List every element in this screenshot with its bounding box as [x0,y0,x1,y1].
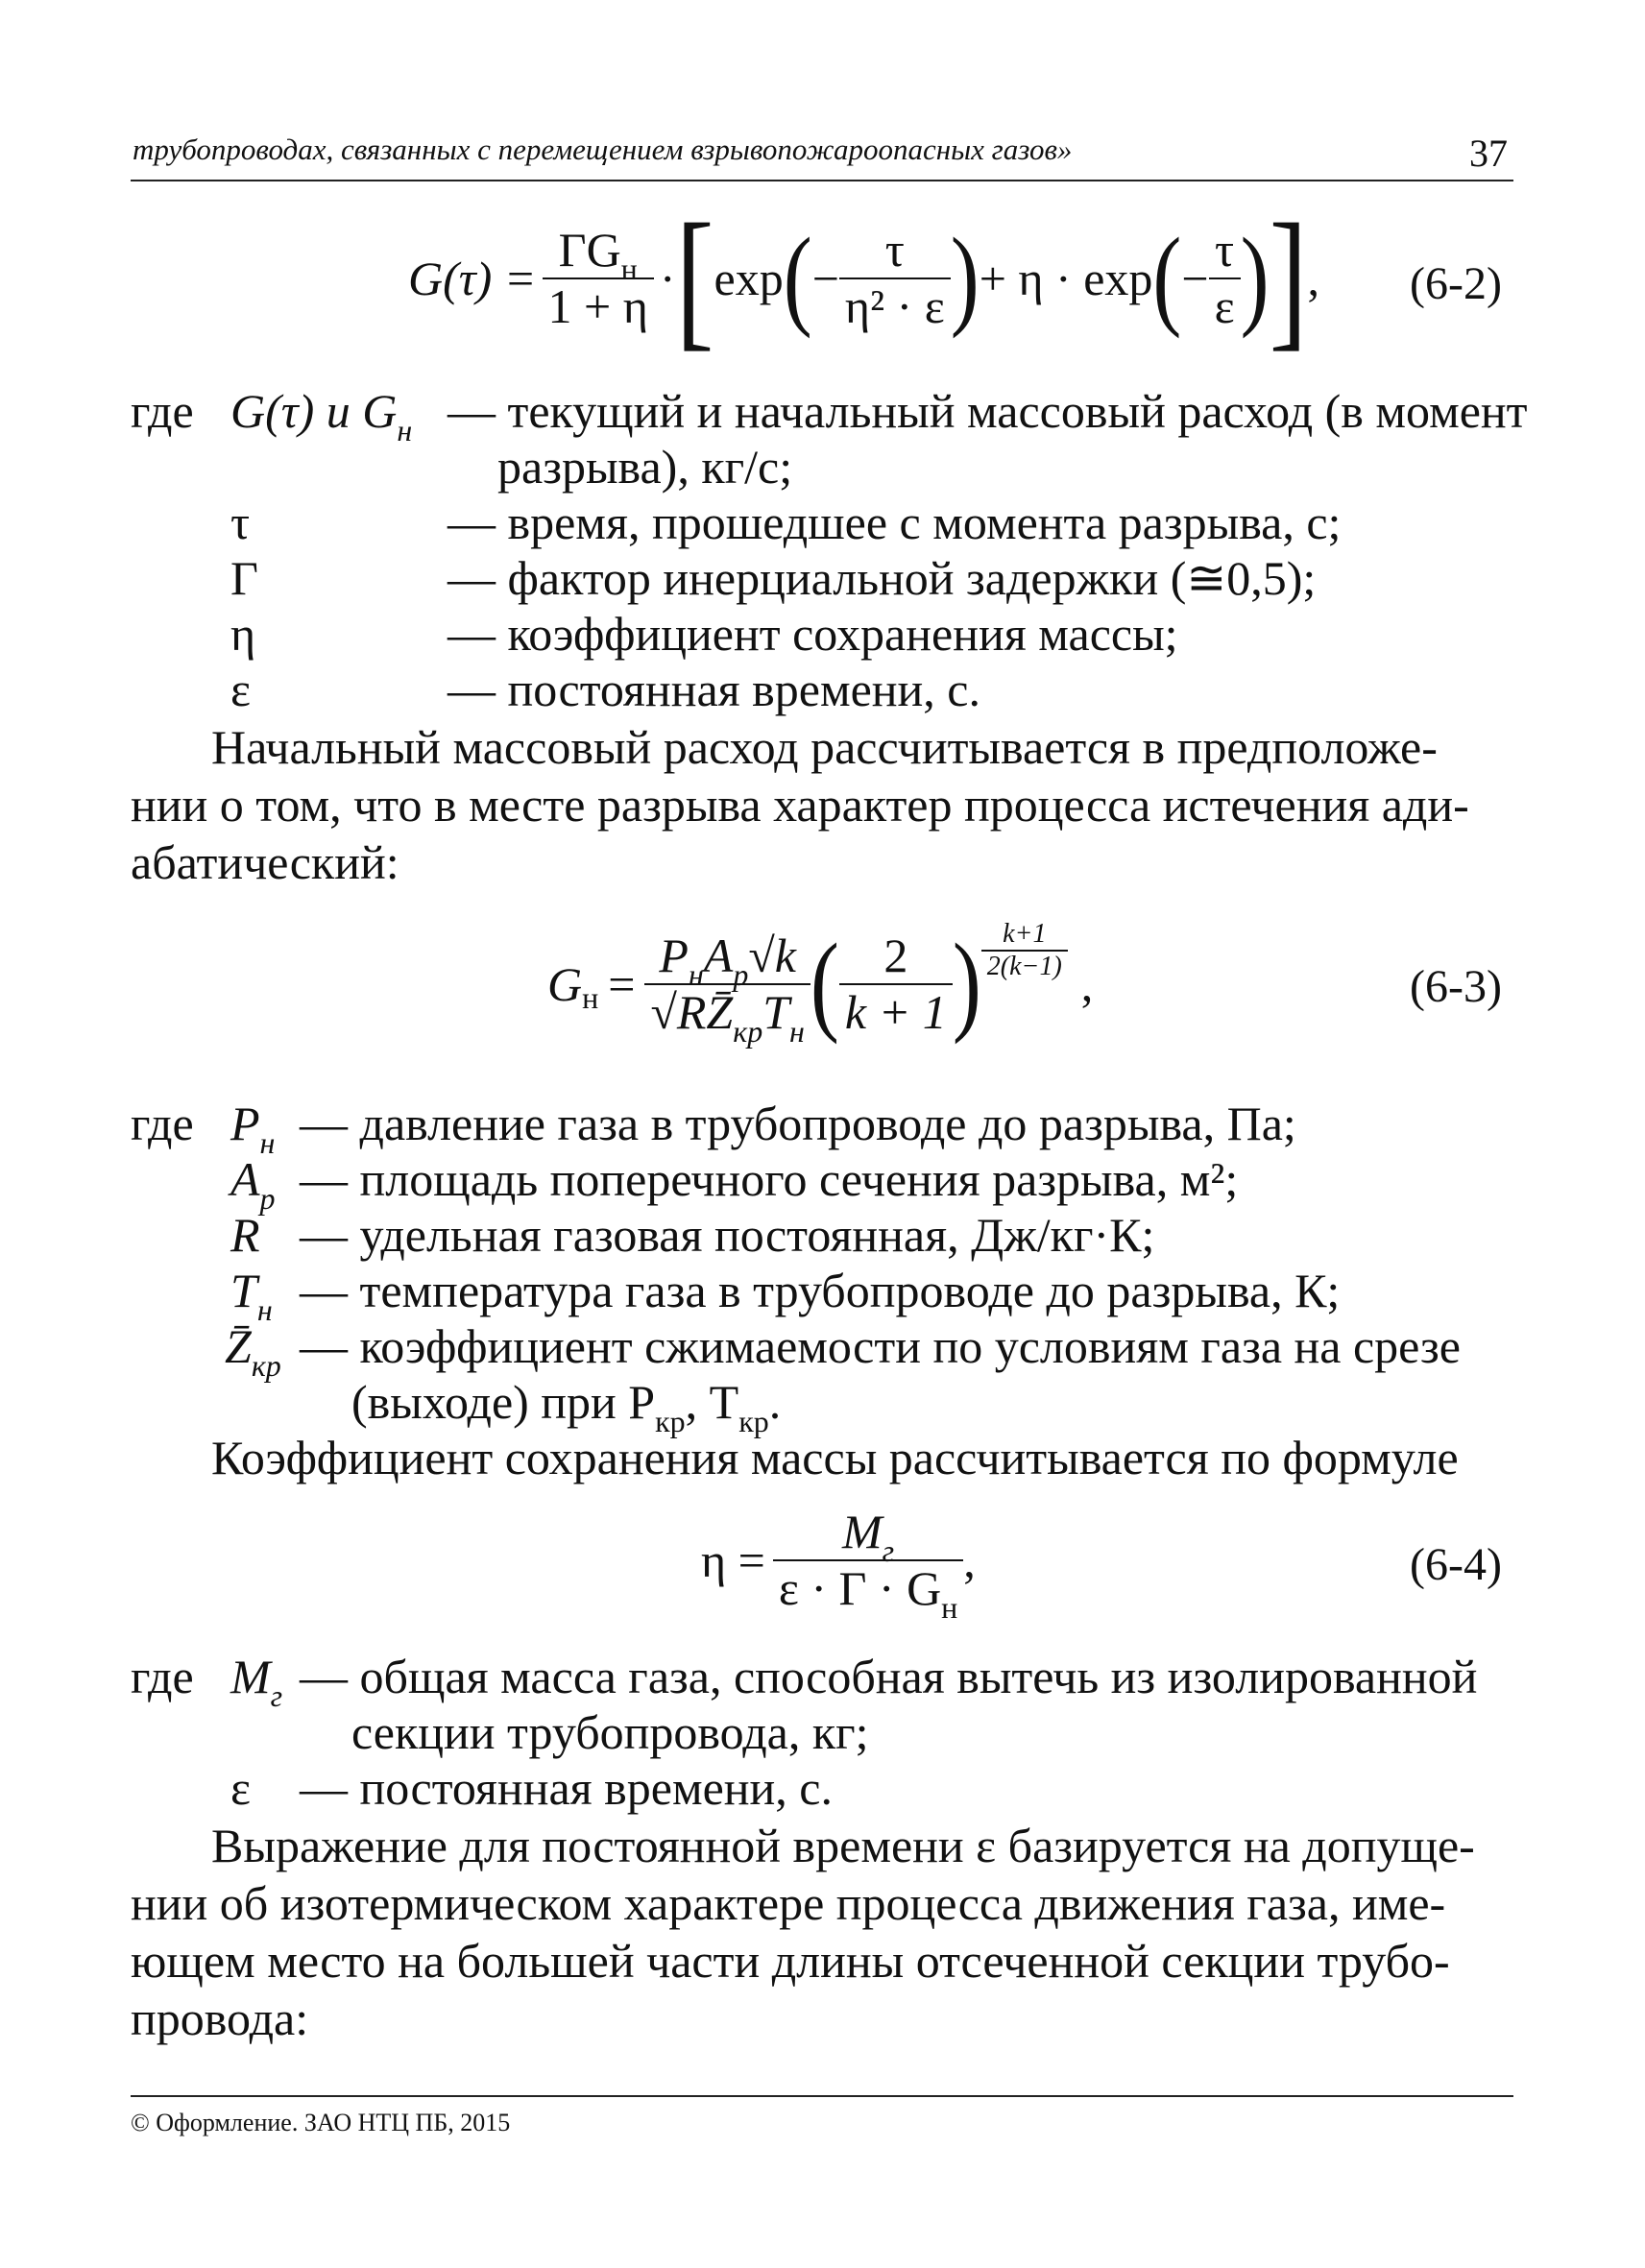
footer-copyright: © Оформление. ЗАО НТЦ ПБ, 2015 [131,2109,511,2136]
eq63-lhs: G [547,957,583,1011]
eq62-plus-eta-exp: + η · exp [979,252,1153,305]
eq62-lhs: G(τ) = [408,252,537,305]
page-number: 37 [1469,132,1508,175]
defs2-text-3: — температура газа в трубопроводе до разрыва, К; [300,1264,1341,1317]
defs2-sym-1: $A_р$ [230,1152,276,1216]
eq63-fraction: $\frac{P_нA_р√k}{√RZ̄_{кр}T_н}$ [644,929,810,1041]
header-rule [131,180,1513,181]
eq63-inner-frac: $\frac{2}{k + 1}$ [839,929,953,1041]
para3-line-2: ющем место на большей части длины отсеченной секции трубо- [131,1934,1450,1988]
eq62-tau2: τ [1209,223,1241,280]
eq62-bracket-open: [ [675,191,714,365]
eq63-exponent: $\frac{k+1}{2(k-1)}$ [981,919,1068,982]
eq63-eq: = [608,957,636,1011]
eq62-inner-frac1 [839,223,951,335]
defs2-sym-2: R [230,1208,260,1262]
para3-line-1: нии об изотермическом характере процесса движения газа, име- [131,1876,1446,1930]
eq63-number: (6-3) [1410,961,1502,1012]
defs1-text-0: — текущий и начальный массовый расход (в момент [448,384,1528,438]
eq62-frac-num: ΓG [558,222,621,277]
defs2-text-5: (выходе) при $P_{кр}$, $T_{кр}$. [351,1375,782,1438]
eq62-number: (6-2) [1410,258,1502,309]
para3-line-3: провода: [131,1991,309,2045]
defs2-text-1: — площадь поперечного сечения разрыва, м²; [300,1152,1239,1206]
defs1-where: где [131,384,194,438]
defs1-text-2: — время, прошедшее с момента разрыва, с; [448,495,1342,549]
defs3-sym-2: ε [230,1761,251,1815]
para1-line-1: нии о том, что в месте разрыва характер процесса истечения ади- [131,778,1469,832]
equation-6-4 [701,1488,989,1632]
eq63-paren-close: ) [952,922,981,1046]
eq62-trail: , [1307,252,1320,305]
defs2-text-2: — удельная газовая постоянная, Дж/кг·К; [300,1208,1155,1262]
para3-line-0: Выражение для постоянной времени ε базируется на допуще- [211,1819,1475,1872]
defs1-text-3: — фактор инерциальной задержки (≅0,5); [448,551,1317,605]
defs2-sym-4: $Z̄_{кр}$ [225,1319,281,1383]
defs2-text-0: — давление газа в трубопроводе до разрыва, Па; [300,1097,1296,1150]
defs1-sym-4: η [230,607,256,661]
eq62-minus1: − [811,252,839,305]
eq63-lhs-sub: н [582,979,599,1015]
defs1-text-4: — коэффициент сохранения массы; [448,607,1178,661]
defs1-sym-2: τ [230,495,251,549]
eq64-fraction: $\frac{M_г}{\varepsilon \cdot \Gamma \cdot G_н}$ [773,1505,963,1617]
defs1-sym-3: Γ [230,551,258,605]
footer-rule [131,2095,1513,2097]
eq62-frac-num-sub: н [620,251,638,286]
defs3-text-0: — общая масса газа, способная вытечь из изолированной [300,1650,1478,1703]
defs1-sym-5: ε [230,663,251,716]
defs3-text-1: секции трубопровода, кг; [351,1705,869,1759]
eq62-fraction [543,223,654,335]
eq62-den1: η² · ε [844,279,945,333]
eq62-minus2: − [1181,252,1209,305]
para1-line-2: абатический: [131,835,399,889]
eq62-paren2-close: ) [1240,216,1270,340]
eq62-dot: · [659,252,676,305]
defs1-text-5: — постоянная времени, с. [448,663,980,716]
defs2-sym-0: $P_н$ [230,1097,276,1160]
eq64-number: (6-4) [1410,1539,1502,1590]
equation-6-3 [547,898,1143,1071]
defs2-text-4: — коэффициент сжимаемости по условиям газа на срезе [300,1319,1461,1373]
equation-6-2 [408,191,1320,365]
eq62-paren1-close: ) [950,216,980,340]
eq63-paren-open: ( [810,922,839,1046]
eq62-exp1: exp [714,252,784,305]
eq62-bracket-close: ] [1269,191,1308,365]
running-title: трубопроводах, связанных с перемещением взрывопожароопасных газов» [133,133,1073,166]
defs2-where: где [131,1097,194,1150]
defs1-sym-0: G(τ) и $G_н$ [230,384,413,447]
defs3-text-2: — постоянная времени, с. [300,1761,833,1815]
para1-line-0: Начальный массовый расход рассчитывается в предположе- [211,720,1438,774]
eq62-frac-den: 1 + η [547,279,648,333]
eq62-tau1: τ [839,223,951,280]
eq62-paren1-open: ( [783,216,812,340]
defs2-sym-3: $T_н$ [230,1264,273,1327]
eq62-inner-frac2 [1209,223,1241,335]
eq64-trail: , [963,1533,976,1587]
defs3-sym-0: $M_г$ [230,1650,283,1713]
eq64-lhs: η = [701,1533,765,1587]
defs1-text-1: разрыва), кг/с; [497,440,793,494]
eq62-paren2-open: ( [1152,216,1182,340]
eq63-trail: , [1080,957,1094,1011]
eq62-den2: ε [1214,279,1235,333]
defs3-where: где [131,1650,194,1703]
para2-line: Коэффициент сохранения массы рассчитывается по формуле [211,1431,1459,1484]
